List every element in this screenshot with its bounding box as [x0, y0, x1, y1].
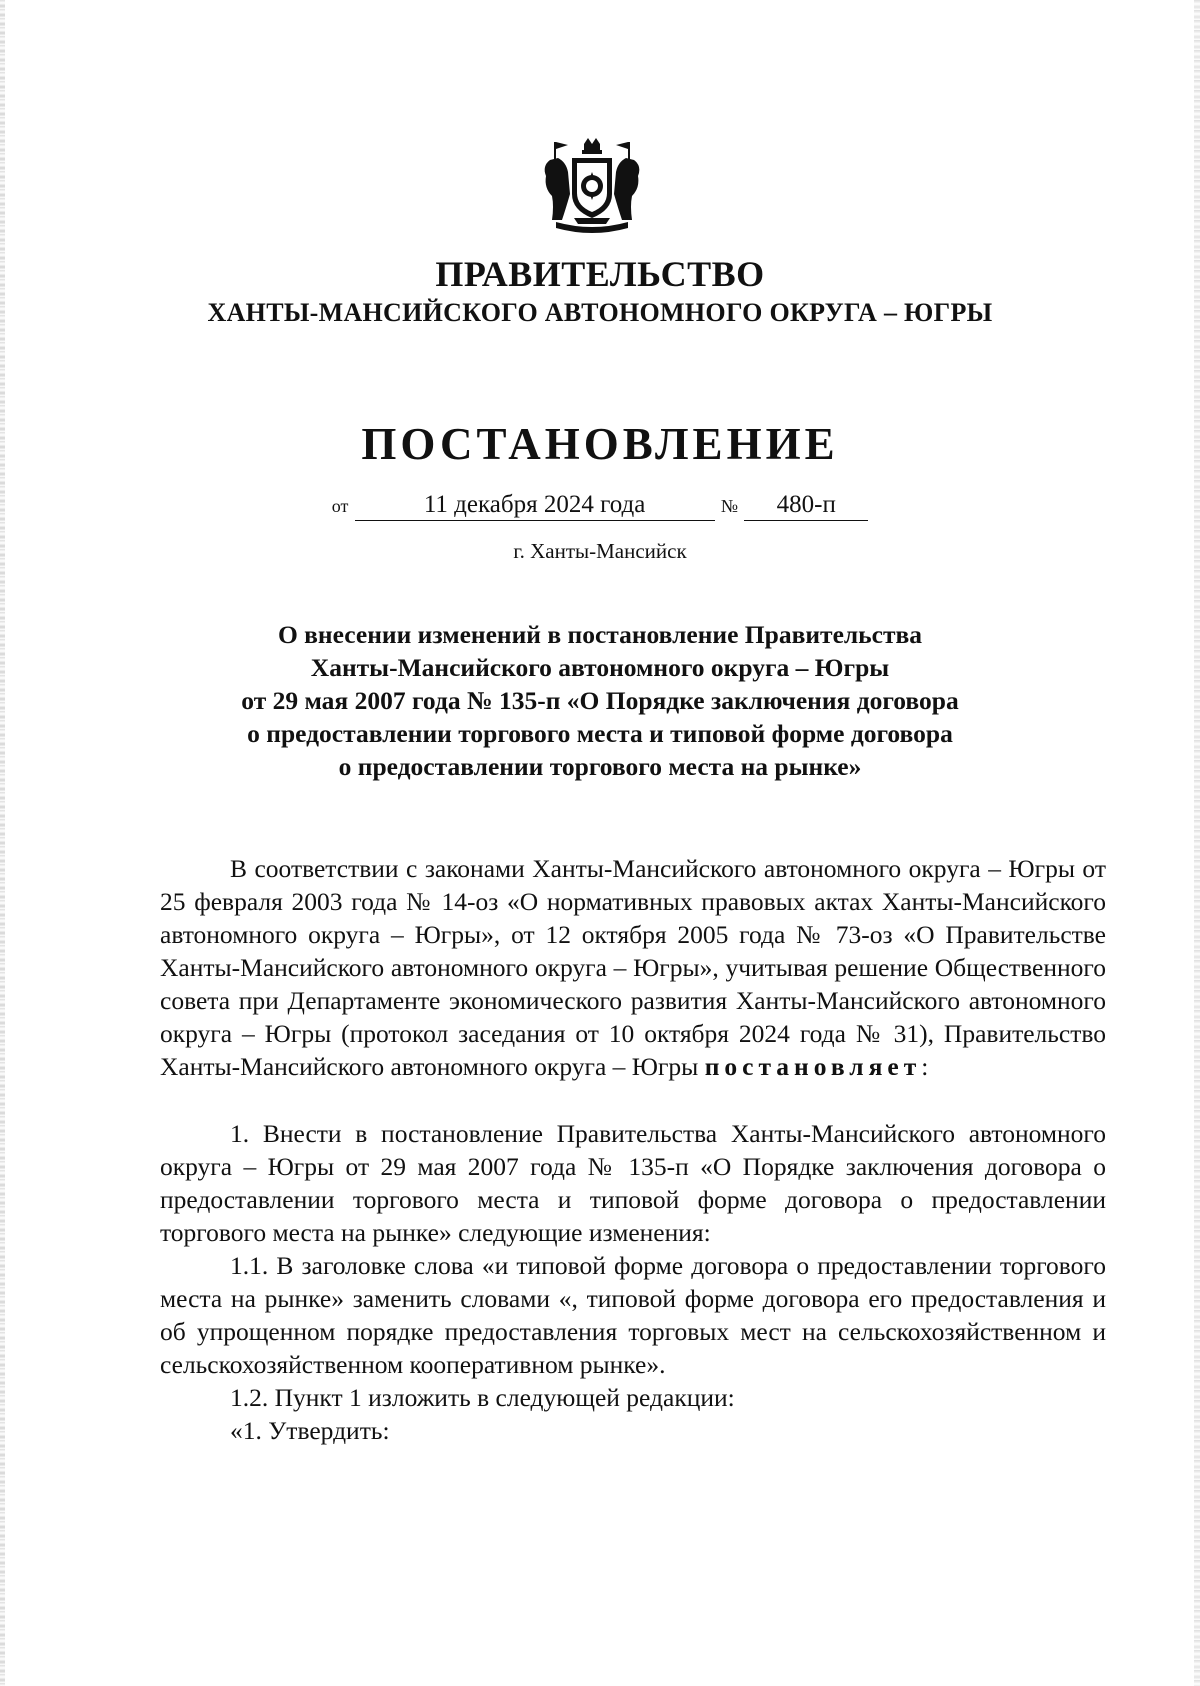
- preamble-paragraph: [160, 852, 1106, 1083]
- heading-line: О внесении изменений в постановление Правительства: [277, 620, 923, 649]
- item-quote-paragraph: «1. Утвердить:: [230, 1416, 390, 1445]
- resolves-word: постановляет: [704, 1052, 922, 1081]
- government-title: ПРАВИТЕЛЬСТВО: [435, 254, 765, 294]
- city-line: г. Ханты-Мансийск: [513, 539, 687, 563]
- heading-line: о предоставлении торгового места на рынке»: [338, 752, 862, 781]
- resolves-colon: :: [921, 1052, 929, 1081]
- coat-of-arms-emblem: [536, 136, 648, 240]
- document-body: [160, 852, 1106, 1447]
- scan-edge-right: [1194, 0, 1200, 1686]
- number-sign: №: [720, 496, 739, 516]
- document-date: 11 декабря 2024 года: [355, 490, 715, 521]
- document-number: 480-п: [744, 490, 868, 521]
- item-1-2-paragraph: 1.2. Пункт 1 изложить в следующей редакции:: [230, 1383, 735, 1412]
- item-1-1-paragraph: 1.1. В заголовке слова «и типовой форме договора о предоставлении торгового места на рынке» заменить словами «, типовой форме договора его предоставления и об упрощенном порядке предоставления торговых мест на сельскохозяйственном и сельскохозяйственном кооперативном рынке».: [160, 1251, 1106, 1379]
- scan-edge-left: [0, 0, 5, 1686]
- date-number-line: [0, 490, 1200, 521]
- preamble-text: В соответствии с законами Ханты-Мансийского автономного округа – Югры от 25 февраля 2003 года № 14-оз «О нормативных правовых актах Ханты-Мансийского автономного округа – Югры», от 12 октября 2005 года № 73-оз «О Правительстве Ханты-Мансийского автономного округа – Югры», учитывая решение Общественного совета при Департаменте экономического развития Ханты-Мансийского автономного округа – Югры (протокол заседания от 10 октября 2024 года № 31), Правительство Ханты-Мансийского автономного округа – Югры: [160, 854, 1106, 1081]
- heading-line: о предоставлении торгового места и типовой форме договора: [247, 719, 953, 748]
- item-1-paragraph: 1. Внести в постановление Правительства Ханты-Мансийского автономного округа – Югры от 29 мая 2007 года № 135-п «О Порядке заключения договора о предоставлении торгового места и типовой форме договора о предоставлении торгового места на рынке» следующие изменения:: [160, 1119, 1106, 1247]
- date-prefix: от: [331, 496, 349, 516]
- document-heading: [150, 618, 1050, 783]
- document-type: ПОСТАНОВЛЕНИЕ: [361, 419, 839, 469]
- government-subtitle: ХАНТЫ-МАНСИЙСКОГО АВТОНОМНОГО ОКРУГА – ЮГРЫ: [207, 298, 993, 327]
- heading-line: Ханты-Мансийского автономного округа – Югры: [310, 653, 890, 682]
- heading-line: от 29 мая 2007 года № 135-п «О Порядке заключения договора: [241, 686, 959, 715]
